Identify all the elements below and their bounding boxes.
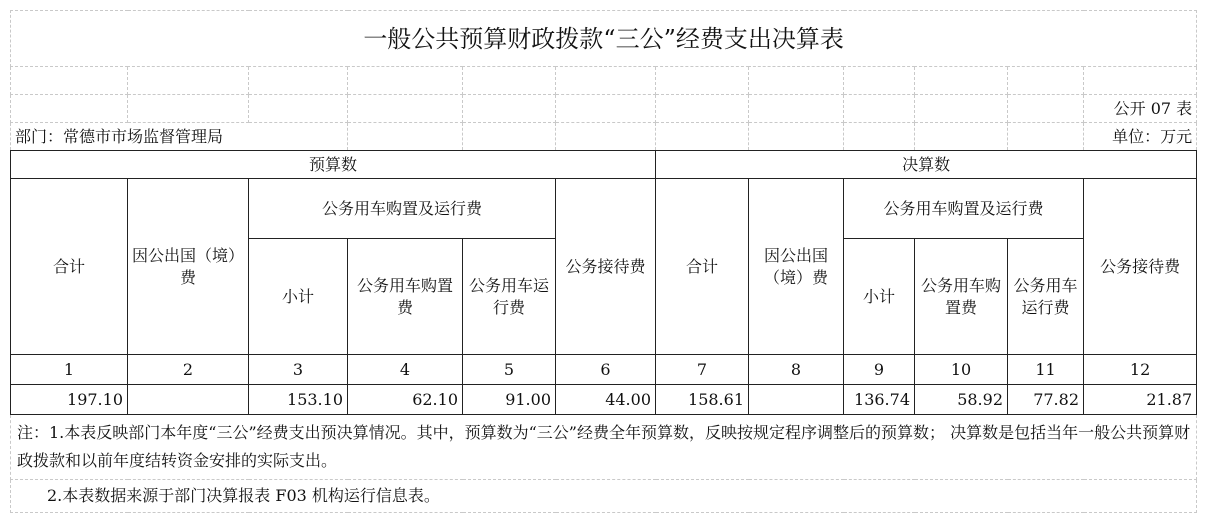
column-number: 5 <box>463 355 556 385</box>
final-vehicle-operation-header: 公务用车运行费 <box>1008 239 1084 355</box>
report-sheet <box>10 10 1196 513</box>
final-abroad-header: 因公出国（境）费 <box>749 179 844 355</box>
column-number: 8 <box>749 355 844 385</box>
budget-total-value: 197.10 <box>11 385 128 415</box>
budget-vehicle-purchase-header: 公务用车购置费 <box>348 239 463 355</box>
final-total-value: 158.61 <box>656 385 749 415</box>
column-number: 6 <box>556 355 656 385</box>
budget-reception-header: 公务接待费 <box>556 179 656 355</box>
budget-vehicle-operation-header: 公务用车运行费 <box>463 239 556 355</box>
column-number: 9 <box>844 355 915 385</box>
note-1: 注：1.本表反映部门本年度“三公”经费支出预决算情况。其中，预算数为“三公”经费全年预算数，反映按规定程序调整后的预算数； 决算数是包括当年一般公共预算财政拨款和以前年度结转资金安排的实际支出。 <box>11 415 1197 480</box>
value-row <box>11 385 1197 415</box>
budget-abroad-header: 因公出国（境）费 <box>128 179 249 355</box>
final-vehicle-header: 公务用车购置及运行费 <box>844 179 1084 239</box>
column-number: 11 <box>1008 355 1084 385</box>
final-total-header: 合计 <box>656 179 749 355</box>
budget-group-header: 预算数 <box>11 151 656 179</box>
table-code: 公开 07 表 <box>1084 95 1197 123</box>
budget-reception-value: 44.00 <box>556 385 656 415</box>
column-number: 12 <box>1084 355 1197 385</box>
column-number-row <box>11 355 1197 385</box>
page-title: 一般公共预算财政拨款“三公”经费支出决算表 <box>11 11 1197 67</box>
column-number: 3 <box>249 355 348 385</box>
final-vehicle-purchase-value: 58.92 <box>915 385 1008 415</box>
column-number: 1 <box>11 355 128 385</box>
column-number: 4 <box>348 355 463 385</box>
expense-table <box>10 10 1197 513</box>
budget-abroad-value <box>128 385 249 415</box>
department-label: 部门：常德市市场监督管理局 <box>11 123 348 151</box>
final-subtotal-value: 136.74 <box>844 385 915 415</box>
column-number: 10 <box>915 355 1008 385</box>
final-reception-value: 21.87 <box>1084 385 1197 415</box>
budget-total-header: 合计 <box>11 179 128 355</box>
column-number: 7 <box>656 355 749 385</box>
column-number: 2 <box>128 355 249 385</box>
final-reception-header: 公务接待费 <box>1084 179 1197 355</box>
unit-label: 单位：万元 <box>1084 123 1197 151</box>
final-group-header: 决算数 <box>656 151 1197 179</box>
final-vehicle-purchase-header: 公务用车购置费 <box>915 239 1008 355</box>
budget-vehicle-purchase-value: 62.10 <box>348 385 463 415</box>
final-abroad-value <box>749 385 844 415</box>
note-2: 2.本表数据来源于部门决算报表 F03 机构运行信息表。 <box>11 480 1197 513</box>
budget-vehicle-header: 公务用车购置及运行费 <box>249 179 556 239</box>
budget-vehicle-operation-value: 91.00 <box>463 385 556 415</box>
final-vehicle-operation-value: 77.82 <box>1008 385 1084 415</box>
budget-subtotal-header: 小计 <box>249 239 348 355</box>
budget-subtotal-value: 153.10 <box>249 385 348 415</box>
final-subtotal-header: 小计 <box>844 239 915 355</box>
